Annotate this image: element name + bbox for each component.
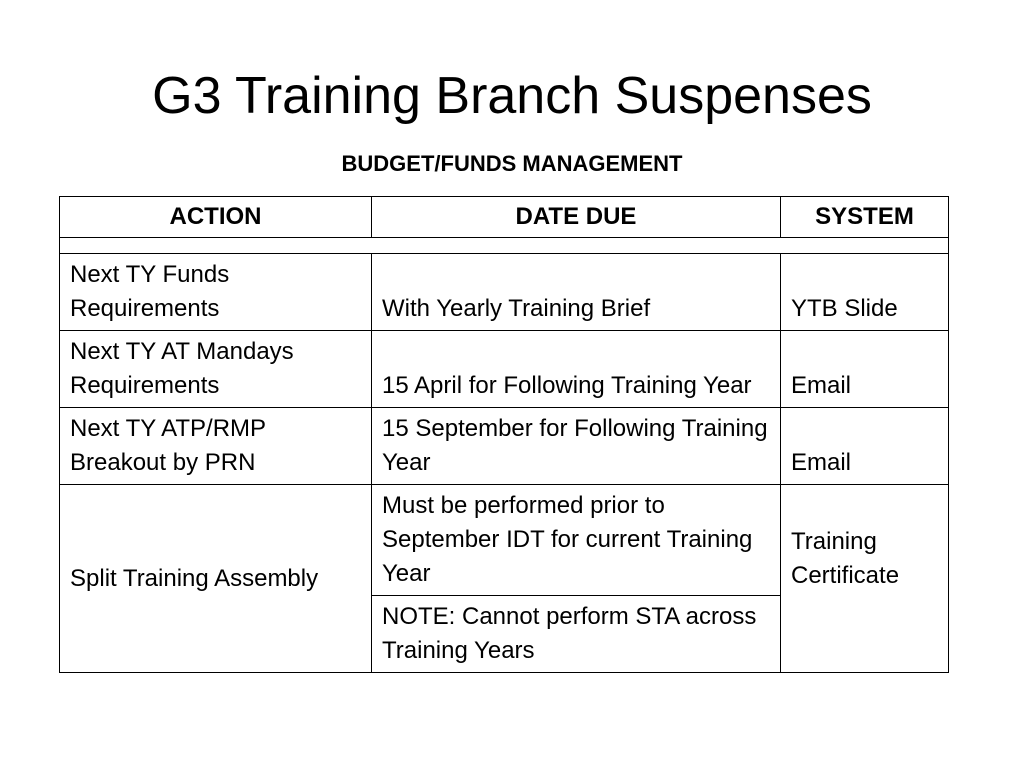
slide-title: G3 Training Branch Suspenses: [152, 67, 872, 125]
date-note-cell: NOTE: Cannot perform STA across Training Years: [372, 596, 781, 673]
system-cell: Training Certificate: [781, 485, 949, 673]
spacer-cell: [60, 238, 949, 254]
date-due-cell: Must be performed prior to September IDT for current Training Year: [372, 485, 781, 596]
date-due-cell: 15 September for Following Training Year: [372, 408, 781, 485]
action-cell: Split Training Assembly: [60, 485, 372, 673]
system-cell: Email: [781, 408, 949, 485]
table-spacer-row: [60, 238, 949, 254]
section-heading: BUDGET/FUNDS MANAGEMENT: [341, 151, 683, 176]
table-row: [60, 408, 949, 485]
suspense-table: [59, 196, 949, 673]
system-cell: Email: [781, 331, 949, 408]
system-cell: YTB Slide: [781, 254, 949, 331]
action-cell: Next TY ATP/RMP Breakout by PRN: [60, 408, 372, 485]
table-header-row: [60, 197, 949, 238]
table-row: [60, 485, 949, 596]
header-system: SYSTEM: [781, 197, 949, 238]
header-action: ACTION: [60, 197, 372, 238]
table-row: [60, 254, 949, 331]
date-due-cell: 15 April for Following Training Year: [372, 331, 781, 408]
action-cell: Next TY AT Mandays Requirements: [60, 331, 372, 408]
header-date-due: DATE DUE: [372, 197, 781, 238]
table-row: [60, 331, 949, 408]
action-cell: Next TY Funds Requirements: [60, 254, 372, 331]
date-due-cell: With Yearly Training Brief: [372, 254, 781, 331]
